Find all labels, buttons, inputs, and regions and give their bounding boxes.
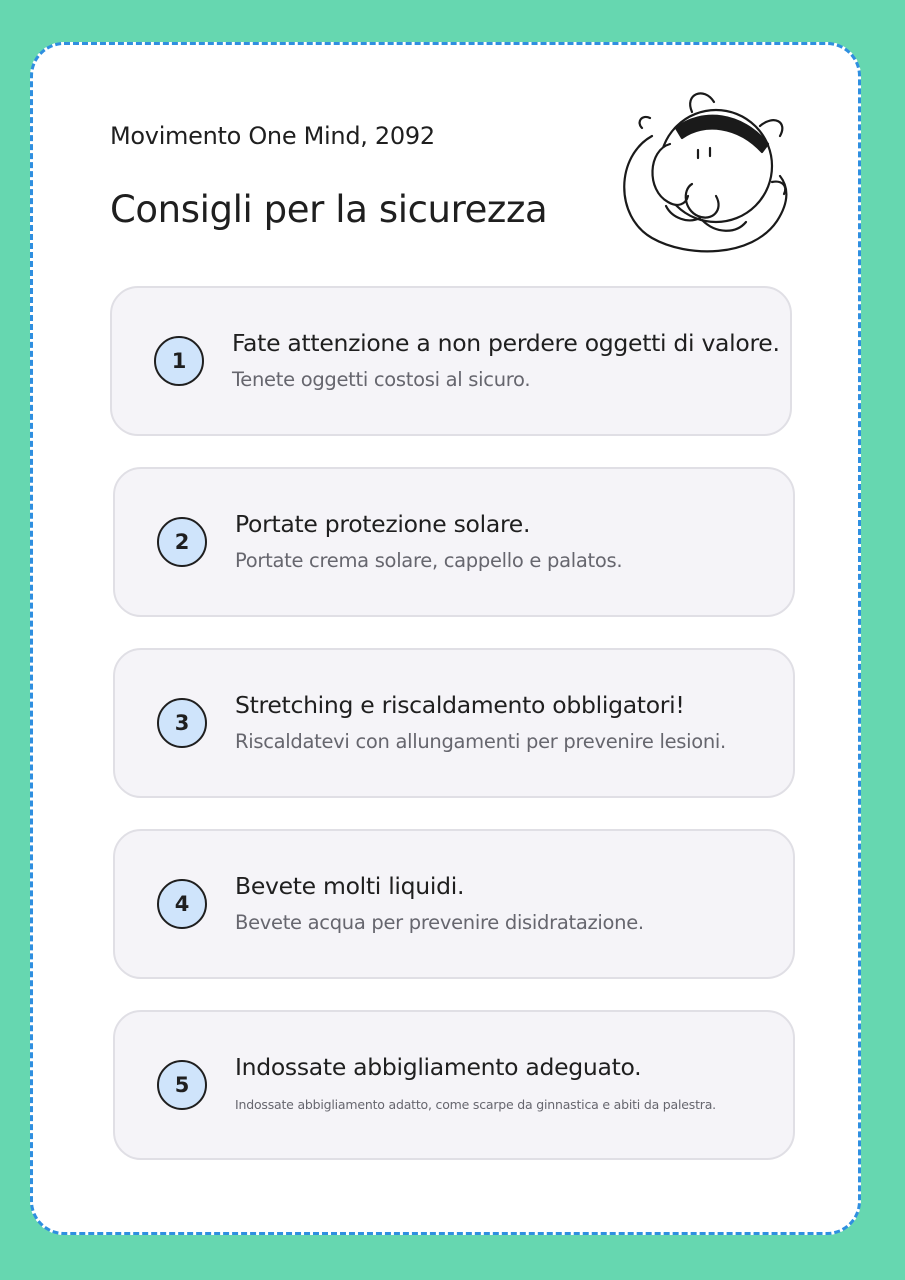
tip-title: Bevete molti liquidi. [235,872,465,900]
stretching-character-icon [612,86,796,258]
tip-title: Indossate abbigliamento adeguato. [235,1053,642,1081]
tip-card-1 [110,286,792,436]
tip-number-badge: 5 [157,1060,207,1110]
organization-label: Movimento One Mind, 2092 [110,122,435,150]
tip-title: Portate protezione solare. [235,510,531,538]
tip-card-3 [113,648,795,798]
page-title: Consigli per la sicurezza [110,188,548,231]
tip-card-4 [113,829,795,979]
tip-title: Fate attenzione a non perdere oggetti di valore. [232,329,780,357]
tip-subtitle: Bevete acqua per prevenire disidratazione. [235,911,644,934]
tip-subtitle: Indossate abbigliamento adatto, come scarpe da ginnastica e abiti da palestra. [235,1097,716,1112]
tip-subtitle: Riscaldatevi con allungamenti per prevenire lesioni. [235,730,726,753]
tip-number-badge: 3 [157,698,207,748]
tip-number-badge: 4 [157,879,207,929]
tip-card-2 [113,467,795,617]
tip-title: Stretching e riscaldamento obbligatori! [235,691,685,719]
tip-number-badge: 2 [157,517,207,567]
tip-number-badge: 1 [154,336,204,386]
tip-subtitle: Tenete oggetti costosi al sicuro. [232,368,531,391]
tip-subtitle: Portate crema solare, cappello e palatos. [235,549,623,572]
tip-card-5 [113,1010,795,1160]
